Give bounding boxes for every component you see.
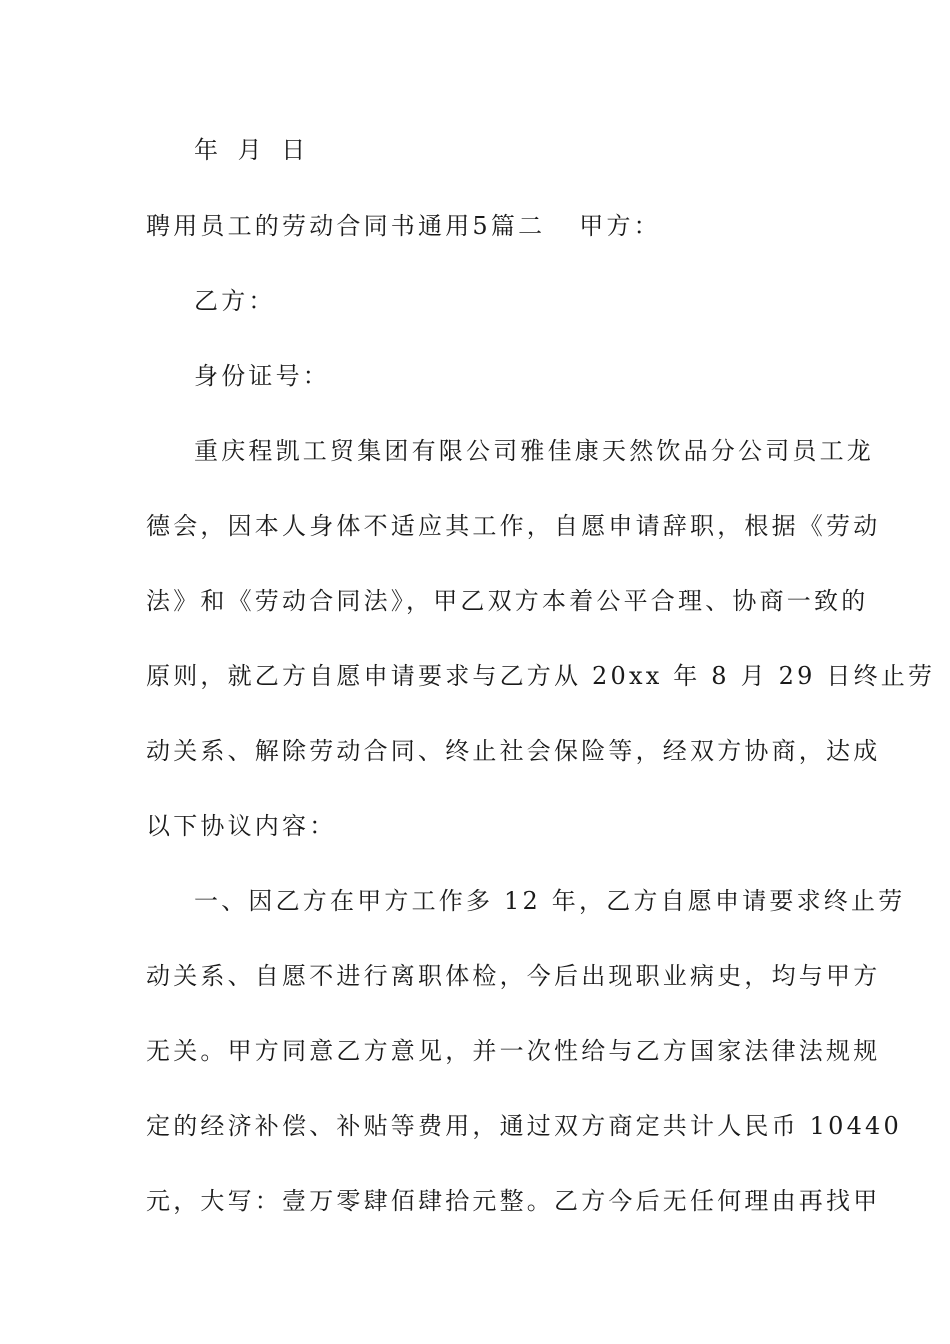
party-b-label: 乙方： [194, 287, 276, 315]
id-number-label: 身份证号： [194, 362, 330, 390]
paragraph-2-line: 无关。甲方同意乙方意见，并一次性给与乙方国家法律法规规 [146, 1037, 881, 1065]
paragraph-1-line: 以下协议内容： [146, 812, 337, 840]
document-title: 聘用员工的劳动合同书通用5篇二 [146, 212, 546, 240]
paragraph-1-line: 德会，因本人身体不适应其工作，自愿申请辞职，根据《劳动 [146, 512, 881, 540]
paragraph-2-line: 元，大写：壹万零肆佰肆拾元整。乙方今后无任何理由再找甲 [146, 1187, 881, 1215]
paragraph-1-line: 动关系、解除劳动合同、终止社会保险等，经双方协商，达成 [146, 737, 881, 765]
paragraph-1-line: 重庆程凯工贸集团有限公司雅佳康天然饮品分公司员工龙 [194, 437, 874, 465]
paragraph-1-line: 原则，就乙方自愿申请要求与乙方从 20xx 年 8 月 29 日终止劳 [146, 662, 936, 690]
title-line [146, 210, 661, 242]
paragraph-2-line: 定的经济补偿、补贴等费用，通过双方商定共计人民币 10440 [146, 1112, 902, 1140]
date-line: 年 月 日 [194, 136, 312, 164]
paragraph-2-line: 动关系、自愿不进行离职体检，今后出现职业病史，均与甲方 [146, 962, 881, 990]
paragraph-2-line: 一、因乙方在甲方工作多 12 年，乙方自愿申请要求终止劳 [194, 887, 906, 915]
party-a-label: 甲方： [579, 212, 661, 240]
paragraph-1-line: 法》和《劳动合同法》，甲乙双方本着公平合理、协商一致的 [146, 587, 869, 615]
